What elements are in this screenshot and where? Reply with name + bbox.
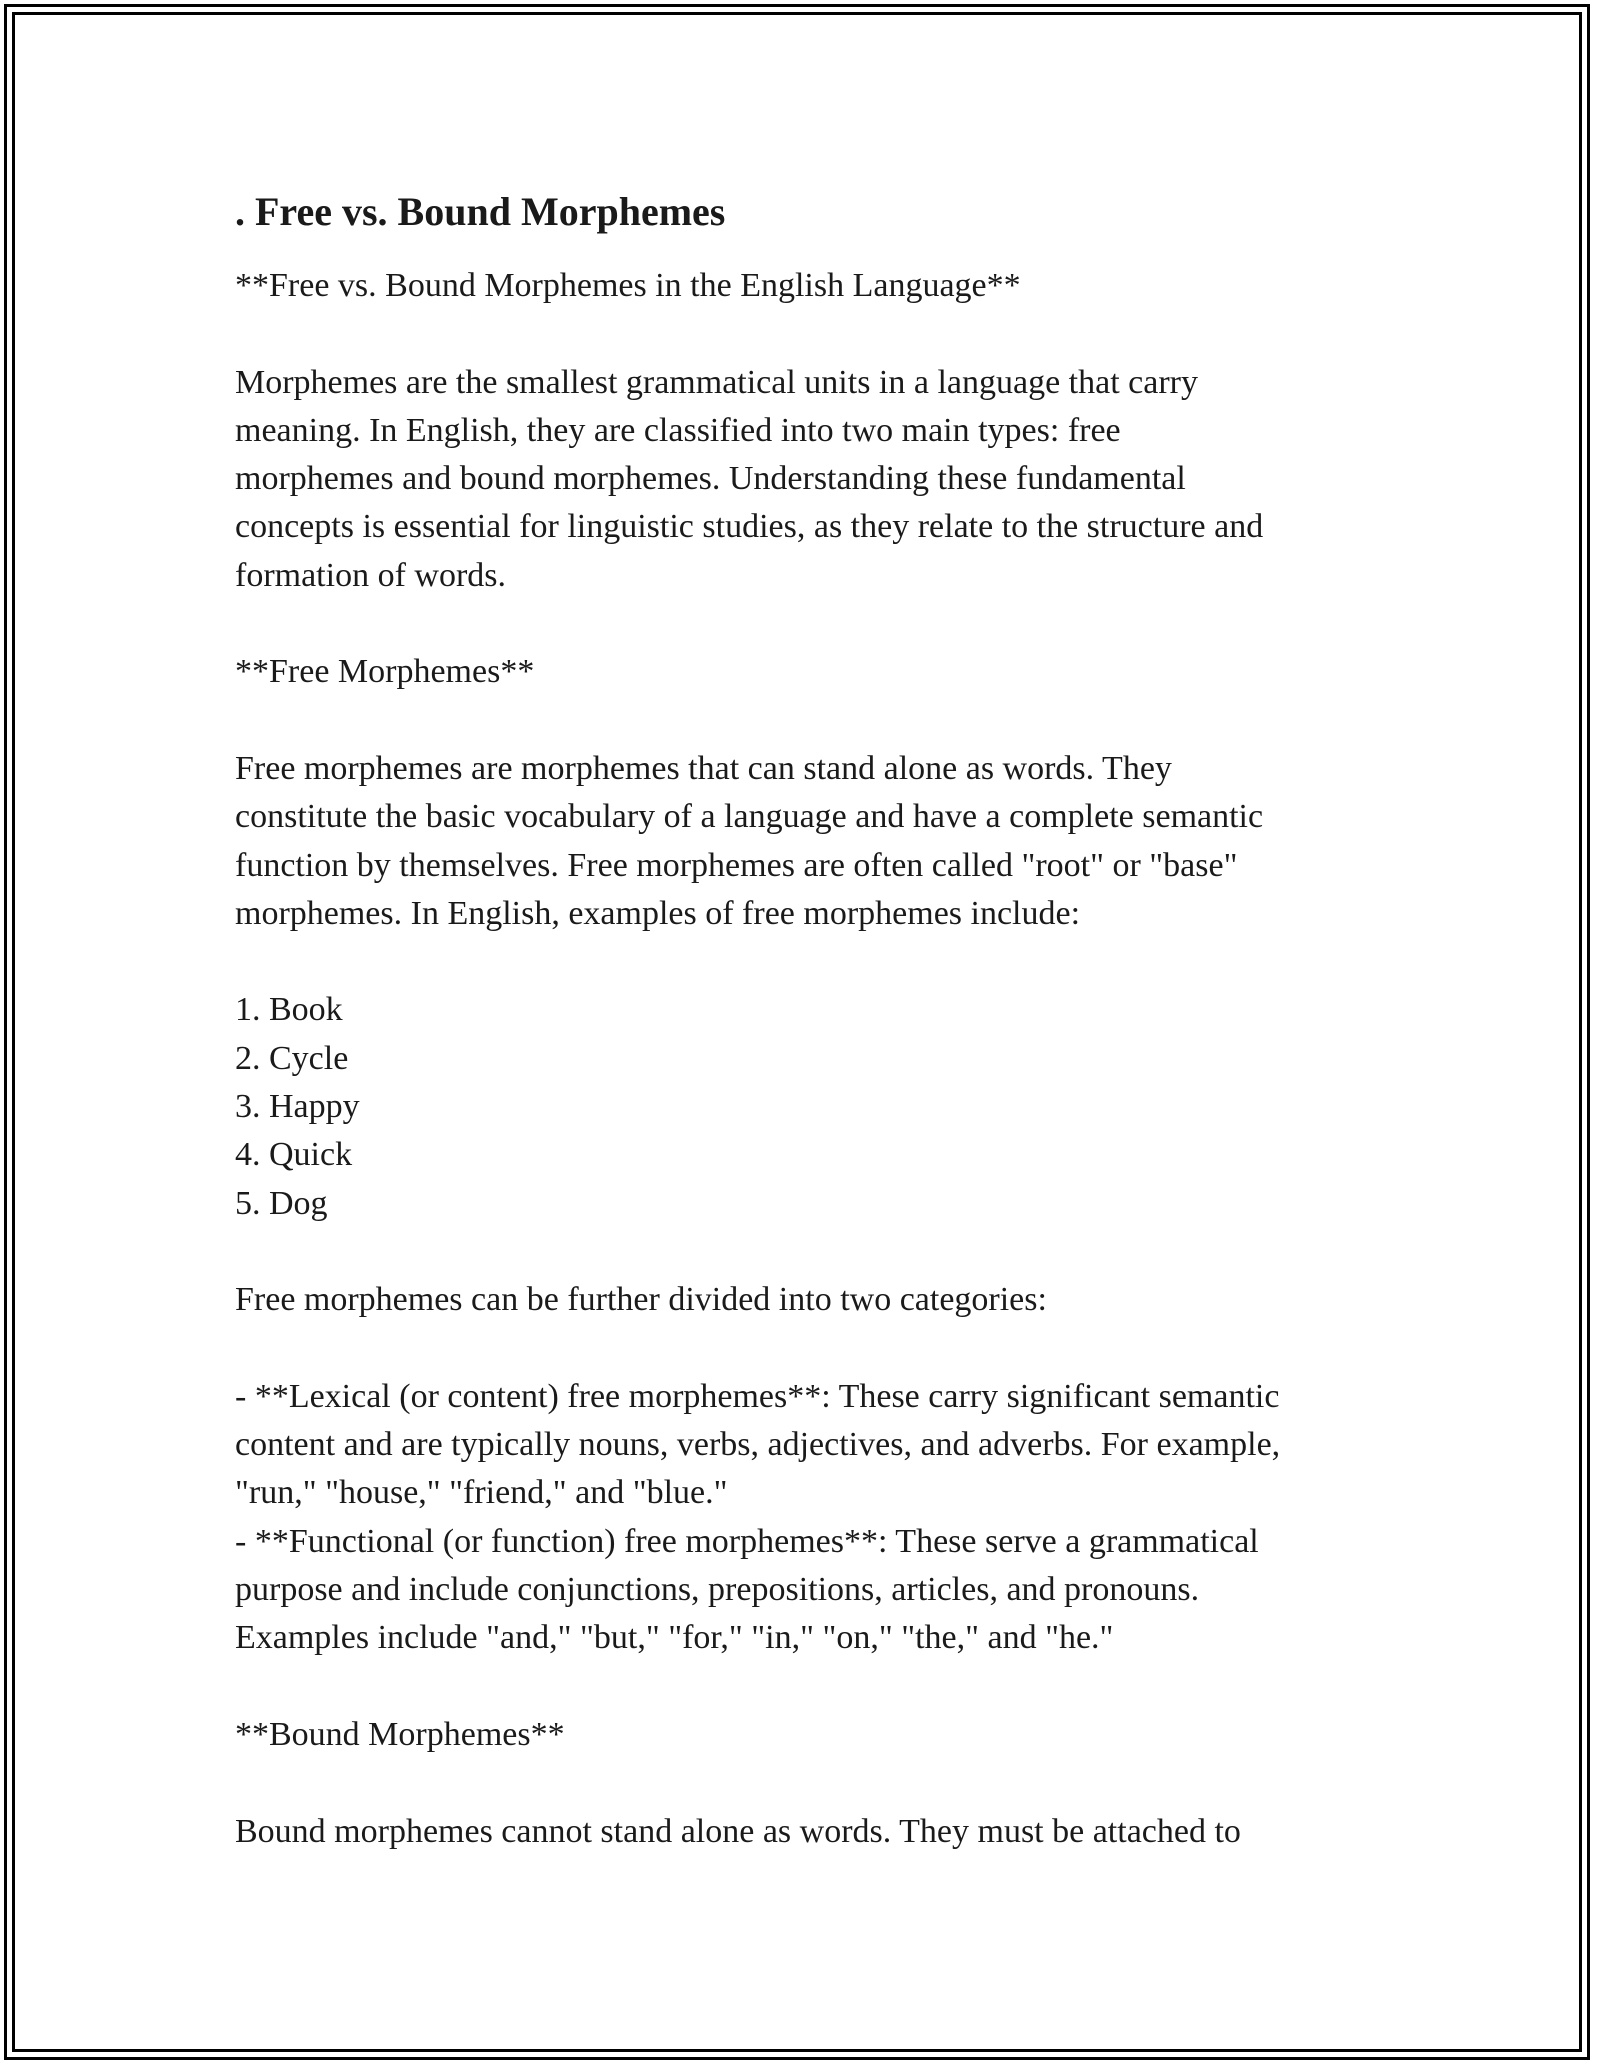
intro-paragraph <box>235 359 1375 600</box>
list-item: 1. Book <box>235 991 343 1029</box>
category-line: "run," "house," "friend," and "blue." <box>235 1474 728 1512</box>
examples-list <box>235 986 1375 1227</box>
intro-line: concepts is essential for linguistic studies, as they relate to the structure and <box>235 508 1264 546</box>
bound-morphemes-paragraph <box>235 1808 1375 1856</box>
free-line: function by themselves. Free morphemes are often called "root" or "base" <box>235 846 1238 884</box>
category-line: purpose and include conjunctions, prepositions, articles, and pronouns. <box>235 1571 1200 1609</box>
categories-list <box>235 1373 1375 1663</box>
intro-line: meaning. In English, they are classified into two main types: free <box>235 411 1121 449</box>
bound-morphemes-heading <box>235 1711 1375 1759</box>
subtitle-line: **Free vs. Bound Morphemes in the English Language** <box>235 267 1021 304</box>
free-line: constitute the basic vocabulary of a language and have a complete semantic <box>235 798 1264 836</box>
intro-line: morphemes and bound morphemes. Understanding these fundamental <box>235 460 1186 498</box>
category-line: content and are typically nouns, verbs, adjectives, and adverbs. For example, <box>235 1426 1281 1464</box>
categories-intro <box>235 1276 1375 1324</box>
subtitle <box>235 262 1375 310</box>
list-item: 2. Cycle <box>235 1039 349 1077</box>
categories-intro-line: Free morphemes can be further divided into two categories: <box>235 1281 1047 1319</box>
bound-line: Bound morphemes cannot stand alone as words. They must be attached to <box>235 1812 1241 1850</box>
intro-line: formation of words. <box>235 556 507 594</box>
category-line: - **Lexical (or content) free morphemes**: These carry significant semantic <box>235 1377 1280 1415</box>
free-line: morphemes. In English, examples of free morphemes include: <box>235 894 1081 932</box>
free-line: Free morphemes are morphemes that can stand alone as words. They <box>235 749 1172 787</box>
free-morphemes-paragraph <box>235 745 1375 938</box>
list-item: 5. Dog <box>235 1184 328 1222</box>
category-line: - **Functional (or function) free morphemes**: These serve a grammatical <box>235 1522 1259 1560</box>
intro-line: Morphemes are the smallest grammatical units in a language that carry <box>235 363 1198 401</box>
section-heading: **Free Morphemes** <box>235 653 535 691</box>
page-title: . Free vs. Bound Morphemes <box>235 189 726 234</box>
category-line: Examples include "and," "but," "for," "in," "on," "the," and "he." <box>235 1619 1114 1657</box>
section-heading: **Bound Morphemes** <box>235 1715 565 1753</box>
list-item: 4. Quick <box>235 1136 353 1174</box>
free-morphemes-heading <box>235 648 1375 696</box>
document-body <box>235 182 1375 1904</box>
list-item: 3. Happy <box>235 1088 360 1126</box>
